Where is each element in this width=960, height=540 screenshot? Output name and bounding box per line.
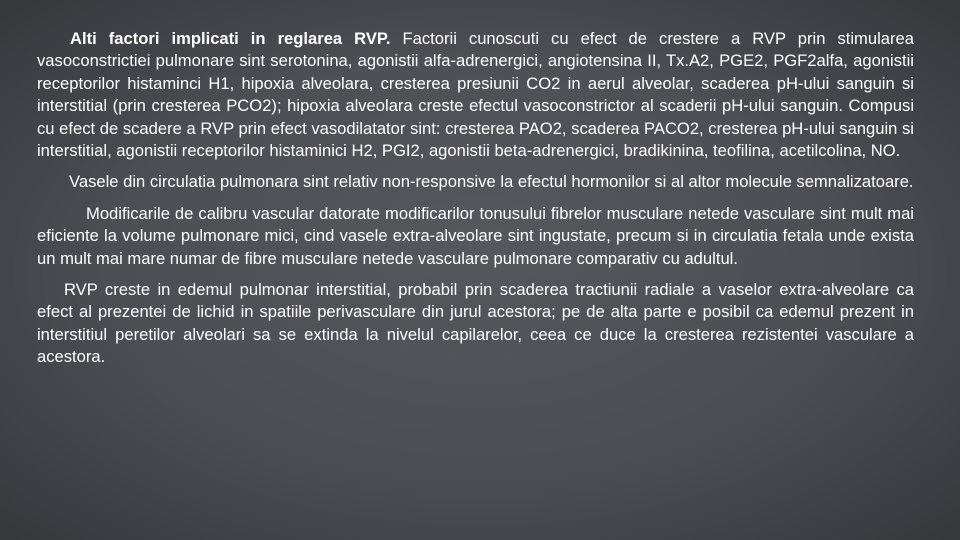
paragraph-heading: Alti factori implicati in reglarea RVP.	[70, 29, 391, 48]
paragraph-text: Factorii cunoscuti cu efect de crestere a RVP prin stimularea vasoconstrictiei pulmonare sint serotonina, agonistii alfa-adrenergici, angiotensina II, Tx.A2, PGE2, PGF2alfa, agonistii receptorilor histaminci H1, hipoxia alveolara, cresterea presiunii CO2 in aerul alveolar, scaderea pH-ului sanguin si interstitial (prin cresterea PCO2); hipoxia alveolara creste efectul vasoconstrictor al scaderii pH-ului sanguin. Compusi cu efect de scadere a RVP prin efect vasodilatator sint: cresterea PAO2, scaderea PACO2, cresterea pH-ului sanguin si interstitial, agonistii receptorilor histaminici H2, PGI2, agonistii beta-adrenergici, bradikinina, teofilina, acetilcolina, NO.	[37, 29, 915, 161]
paragraph-caliber-changes: Modificarile de calibru vascular datorate modificarilor tonusului fibrelor musculare netede vasculare sint mult mai eficiente la volume pulmonare mici, cind vasele extra-alveolare sint ingustate, precum si in circulatia fetala unde exista un mult mai mare numar de fibre musculare netede vasculare pulmonare comparativ cu adultul.	[37, 203, 914, 268]
paragraph-interstitial-edema: RVP creste in edemul pulmonar interstitial, probabil prin scaderea tractiunii radiale a vaselor extra-alveolare ca efect al prezentei de lichid in spatiile perivasculare din jurul acestora; pe de alta parte e posibil ca edemul prezent in interstitiul peretilor alveolari sa se extinda la nivelul capilarelor, ceea ce duce la cresterea rezistentei vasculare a acestora.	[37, 280, 914, 367]
paragraph-other-factors	[37, 28, 914, 162]
slide-body	[37, 28, 914, 369]
paragraph-hormone-response: Vasele din circulatia pulmonara sint relativ non-responsive la efectul hormonilor si al altor molecule semnalizatoare.	[69, 172, 914, 192]
